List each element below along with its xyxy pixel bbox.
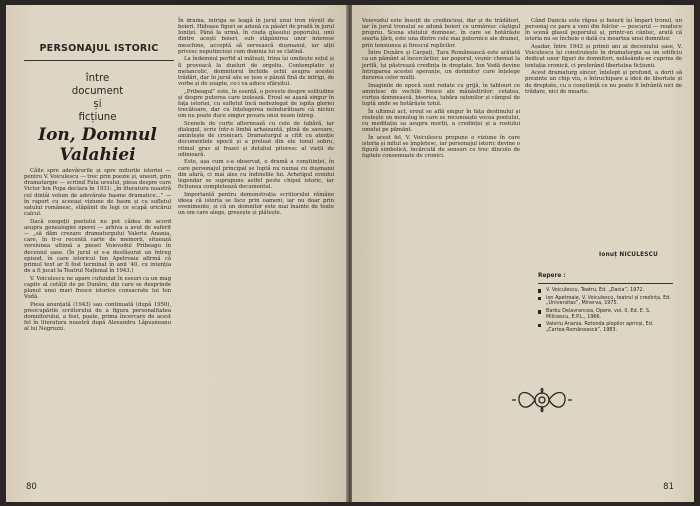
reference-item: Barbu Delavrancea, Opere, vol. II, Ed. E. S. Milicescu, E.P.L., 1966.: [538, 309, 673, 321]
paragraph: Importantă pentru demonstrația scriitorului rămâne ideea că istoria se face prin oameni, iar nu doar prin evenimente, și că un domnitor este mai înainte de toate un om care alege, greșește și plătește.: [178, 191, 334, 217]
paragraph: Este, așa cum s-a observat, o dramă a conștiinței, în care personajul principal se luptă nu numai cu dușmanii din afară, ci mai ales cu îndoielile lui. Arhetipul eroului legendar se suprapune astfel peste chipul istoric, iar ficțiunea completează documentul.: [178, 159, 334, 191]
square-bullet-icon: [538, 310, 541, 313]
paragraph: Dacă exegeții poetului nu pot cădea de acord asupra genealogiei operei — arhiva a avut de suferit — „să dăm crezare dramaturgului Valeriu Anania, care, în tr-o recentă carte de memorii, situează versiunea ultimă a piesei Voievodul Pribeagu în deceniul șase. (În jurul ei s-a desfășurat un întreg episod, în care istoricul Ion Apetroaie afirmă că primul text ar fi fost terminat în anii '40, cu intenția de a fi jucat la Teatrul Național în 1943.): [24, 218, 171, 274]
references-rule: [538, 283, 673, 284]
paragraph: La îndemnul perfid al mătușii, Irina își umilește soțul și îl provoacă la dueluri de orgoliu. Contemplativ și melancolic, domnitorul închide ochii asupra acestei trădări, dar în jurul său se țese o pânză fină de intrigi, de vorbe și de șoapte, ce-i va aduce sfârșitul.: [178, 56, 334, 88]
paragraph: Când Danciu este răpus și boierii își împart tronul, un personaj ce pare a veni din folclor — pescarul — readuce în scenă glasul poporului și, printr-un cântec, arată că istoria nu se încheie o dată cu moartea unui domnitor.: [525, 18, 682, 43]
paragraph: Voievodul este însoțit de credincioși, dar și de trădători, iar în jurul tronului se adună boieri ce urmăresc câștigul propriu. Scena sfatului domnesc, în care se hotărăște soarta țării, este una dintre cele mai puternice ale dramei, prin tensiunea și firescul replicilor.: [362, 18, 520, 49]
left-column-2: [178, 18, 334, 218]
paragraph: Acest dramaturg sincer, înțelept și profund, a dorit să prezinte un chip viu, o întruchipare a ideii de libertate și de dreptate, cu o conștiință ce nu poate fi înfrântă nici de trădare, nici de moarte.: [525, 70, 682, 95]
paragraph: Căile spre adevărurile și spre miturile istoriei — pentru V. Voiculescu — trec prin poezie și, uneori, prin dramaturgie — scriind Fata ursului, piesa despre care Victor Ion Popa declara în 1931: „în literatura noastră cel dintâi volum de adevărate basme dramatice...” — în raport cu aceeași viziune de basm și cu sufletul satului românesc, stăpânit de legi ce scapă oricărui calcul.: [24, 168, 171, 218]
square-bullet-icon: [538, 297, 541, 300]
subtitle-line-3: și: [93, 99, 102, 110]
paragraph: Scenele de curte alternează cu cele de tabără, iar dialogul, scris într-o limbă arhaizantă, plină de savoare, amintește de cronicari. Dramaturgul a citit cu atenție documentele epocii și a preluat din ele tonul sobru, ritmul grav al frazei și detaliul pitoresc al vieții de odinioară.: [178, 121, 334, 158]
decorative-ornament-icon: [512, 383, 572, 417]
author-signature: Ionuț NICULESCU: [599, 252, 658, 258]
paragraph: În drama, intriga se leagă în jurul unui tron râvnit de boieri. Hidoase figuri se adună ca păsări de pradă în jurul Ioniței. Până la urmă, în ciuda glasului poporului, unii dintre acești boieri, sub stăpânirea unor interese meschine, acceptă să servească dușmanul, iar alții privesc neputincioși cum domnia lui se clatină.: [178, 18, 334, 55]
paragraph: Între Dunăre și Carpați, Țara Românească este arătată ca un pământ al încercărilor, iar poporul, veșnic chemat la jertfă, își păstrează credința în dreptate. Ion Vodă devine întruparea acestei speranțe, un domnitor care înțelege durerea celor mulți.: [362, 50, 520, 81]
reference-item: V. Voiculescu, Teatru, Ed. „Dacia”, 1972.: [538, 288, 673, 294]
subtitle-line-2: document: [71, 86, 124, 97]
subtitle-line-1: între: [85, 73, 110, 84]
page-number-left: 80: [26, 482, 37, 492]
reference-item: Valeriu Anania, Rotonda plopilor aprinși, Ed. „Cartea Românească”, 1983.: [538, 322, 673, 334]
rubric-underline: [24, 60, 174, 61]
paragraph: „Pribeagul” este, în esență, o poveste despre solitudine și despre puterea care izolează. Eroul se așază singur în fața istoriei, cu sufletul încă nedezlegat de ispita gloriei trecătoare, dar cu înțelegerea neîndurătoare că niciun om nu poate duce singur povara unui neam întreg.: [178, 88, 334, 120]
square-bullet-icon: [538, 324, 541, 327]
article-title-line-1: Ion, Domnul: [38, 125, 157, 145]
rubric-heading: PERSONAJUL ISTORIC: [39, 43, 159, 54]
right-column-2: [525, 18, 682, 96]
magazine-spread: [6, 5, 694, 502]
square-bullet-icon: [538, 289, 541, 292]
article-title-line-2: Valahiei: [59, 145, 136, 165]
page-number-right: 81: [663, 482, 674, 492]
references-title: Repere :: [538, 273, 566, 279]
left-column-1: [24, 168, 171, 334]
paragraph: În acest fel, V. Voiculescu propune o viziune în care istoria și mitul se împletesc, iar personajul istoric devine o figură simbolică, încărcată de sensuri ce trec dincolo de faptele consemnate de cronici.: [362, 134, 520, 160]
paragraph: Imaginile de epocă sunt redate cu grijă, în tablouri ce amintesc de vechile fresce ale mănăstirilor: cetatea, curtea domnească, biserica, tabăra oștenilor și câmpul de luptă unde se hotărăște totul.: [362, 82, 520, 108]
paragraph: Așadar, între 1943 și primii ani ai deceniului șase, V. Voiculescu își construiește în dramaturgia sa un edificiu dedicat unor figuri de domnitori, nelăsându-se cuprins de tentația cronicii, ci preferând libertatea ficțiunii.: [525, 44, 682, 69]
left-page: [6, 5, 348, 502]
right-page: [352, 5, 694, 502]
right-column-1: [362, 18, 520, 161]
paragraph: În ultimul act, eroul se află singur în fața destinului și rostește un monolog în care se recunoaște vocea poetului, cu meditația sa asupra morții, a credinței și a rostului omului pe pământ.: [362, 108, 520, 134]
references-list: [538, 288, 673, 336]
paragraph: Piesa anunțată (1943) sau continuată (după 1950), preocupările scriitorului de a figura personalitatea domnitorului, a fost, poate, prima încercare de acest fel în literatura noastră după Alexandru Lăpușneanu al lui Negruzzi.: [24, 301, 171, 333]
subtitle-line-4: ficțiune: [78, 112, 117, 123]
paragraph: V. Voiculescu ne apare cufundat în eseuri ca un mag captiv al cetății de pe Dunăre, din care se desprinde planul unei mari fresce istorice consacrate lui Ion Vodă.: [24, 275, 171, 301]
reference-item: Ion Apetroaie, V. Voiculescu, teatrul și credința, Ed. „Universitas”, Minerva, 1975.: [538, 296, 673, 308]
